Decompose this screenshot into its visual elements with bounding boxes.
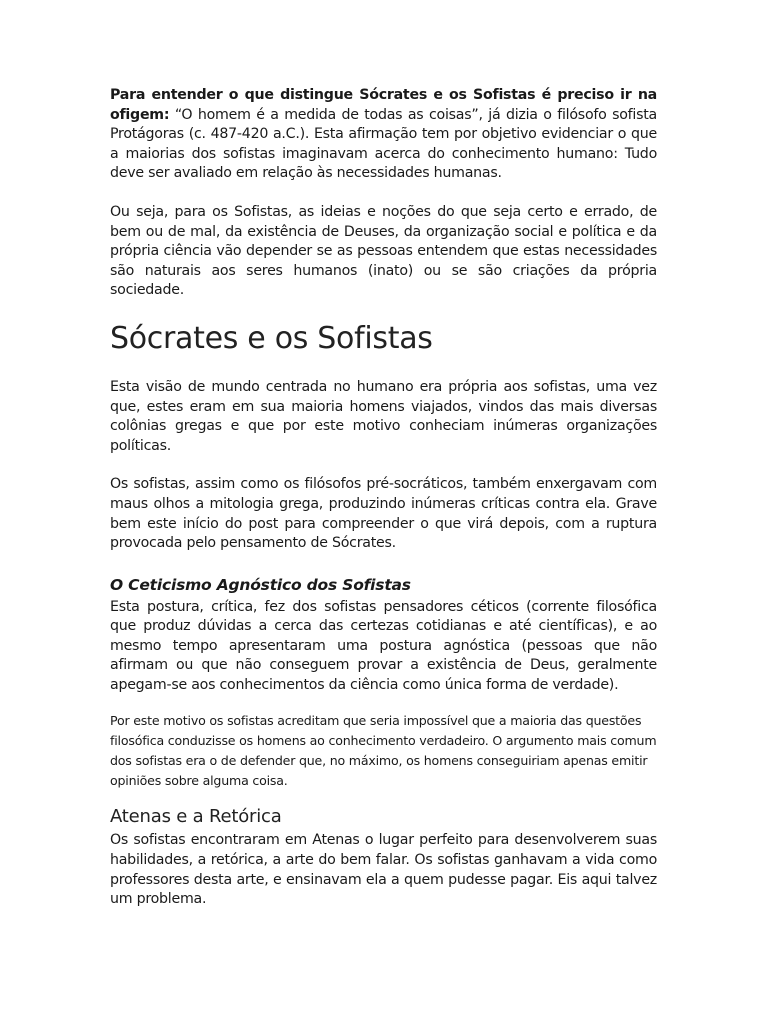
paragraph-ceticos: Esta postura, crítica, fez dos sofistas pensadores céticos (corrente filosófica que produz dúvidas a cerca das certezas cotidianas e até científicas), e ao mesmo tempo apresentaram uma postura agnóstica (pessoas que não afirmam ou que não conseguem provar a existência de Deus, geralmente apegam-se aos conhecimentos da ciência como única forma de verdade).: [110, 598, 657, 694]
heading-atenas: Atenas e a Retórica: [110, 806, 282, 828]
paragraph-opinioes: Por este motivo os sofistas acreditam que seria impossível que a maioria das questões filosófica conduzisse os homens ao conhecimento verdadeiro. O argumento mais comum dos sofistas era o de defender que, no máximo, os homens conseguiriam apenas emitir opiniões sobre alguma coisa.: [110, 712, 657, 789]
paragraph-mitologia: Os sofistas, assim como os filósofos pré-socráticos, também enxergavam com maus olhos a mitologia grega, produzindo inúmeras críticas contra ela. Grave bem este início do post para compreender o que virá depois, com a ruptura provocada pelo pensamento de Sócrates.: [110, 476, 657, 552]
heading-ceticismo: O Ceticismo Agnóstico dos Sofistas: [110, 575, 411, 594]
paragraph-retorica: Os sofistas encontraram em Atenas o lugar perfeito para desenvolverem suas habilidades, a retórica, a arte do bem falar. Os sofistas ganhavam a vida como professores desta arte, e ensinavam ela a quem pudesse pagar. Eis aqui talvez um problema.: [110, 832, 657, 908]
heading-socrates-sofistas: Sócrates e os Sofistas: [110, 320, 433, 356]
document-page: [110, 86, 657, 910]
intro-bold-lead: Para entender o que distingue Sócrates e os Sofistas é preciso ir na ofigem:: [110, 87, 657, 123]
intro-rest: “O homem é a medida de todas as coisas”, já dizia o filósofo sofista Protágoras (c. 487-420 a.C.). Esta afirmação tem por objetivo evidenciar o que a maiorias dos sofistas imaginavam acerca do conhecimento humano: Tudo deve ser avaliado em relação às necessidades humanas.: [110, 106, 657, 182]
intro-paragraph: [110, 86, 657, 184]
paragraph-ideias: Ou seja, para os Sofistas, as ideias e noções do que seja certo e errado, de bem ou de mal, da existência de Deuses, da organização social e política e da própria ciência vão depender se as pessoas entendem que estas necessidades são naturais aos seres humanos (inato) ou se são criações da própria sociedade.: [110, 203, 657, 299]
paragraph-visao-mundo: Esta visão de mundo centrada no humano era própria aos sofistas, uma vez que, estes eram em sua maioria homens viajados, vindos das mais diversas colônias gregas e que por este motivo conheciam inúmeras organizações políticas.: [110, 378, 657, 454]
